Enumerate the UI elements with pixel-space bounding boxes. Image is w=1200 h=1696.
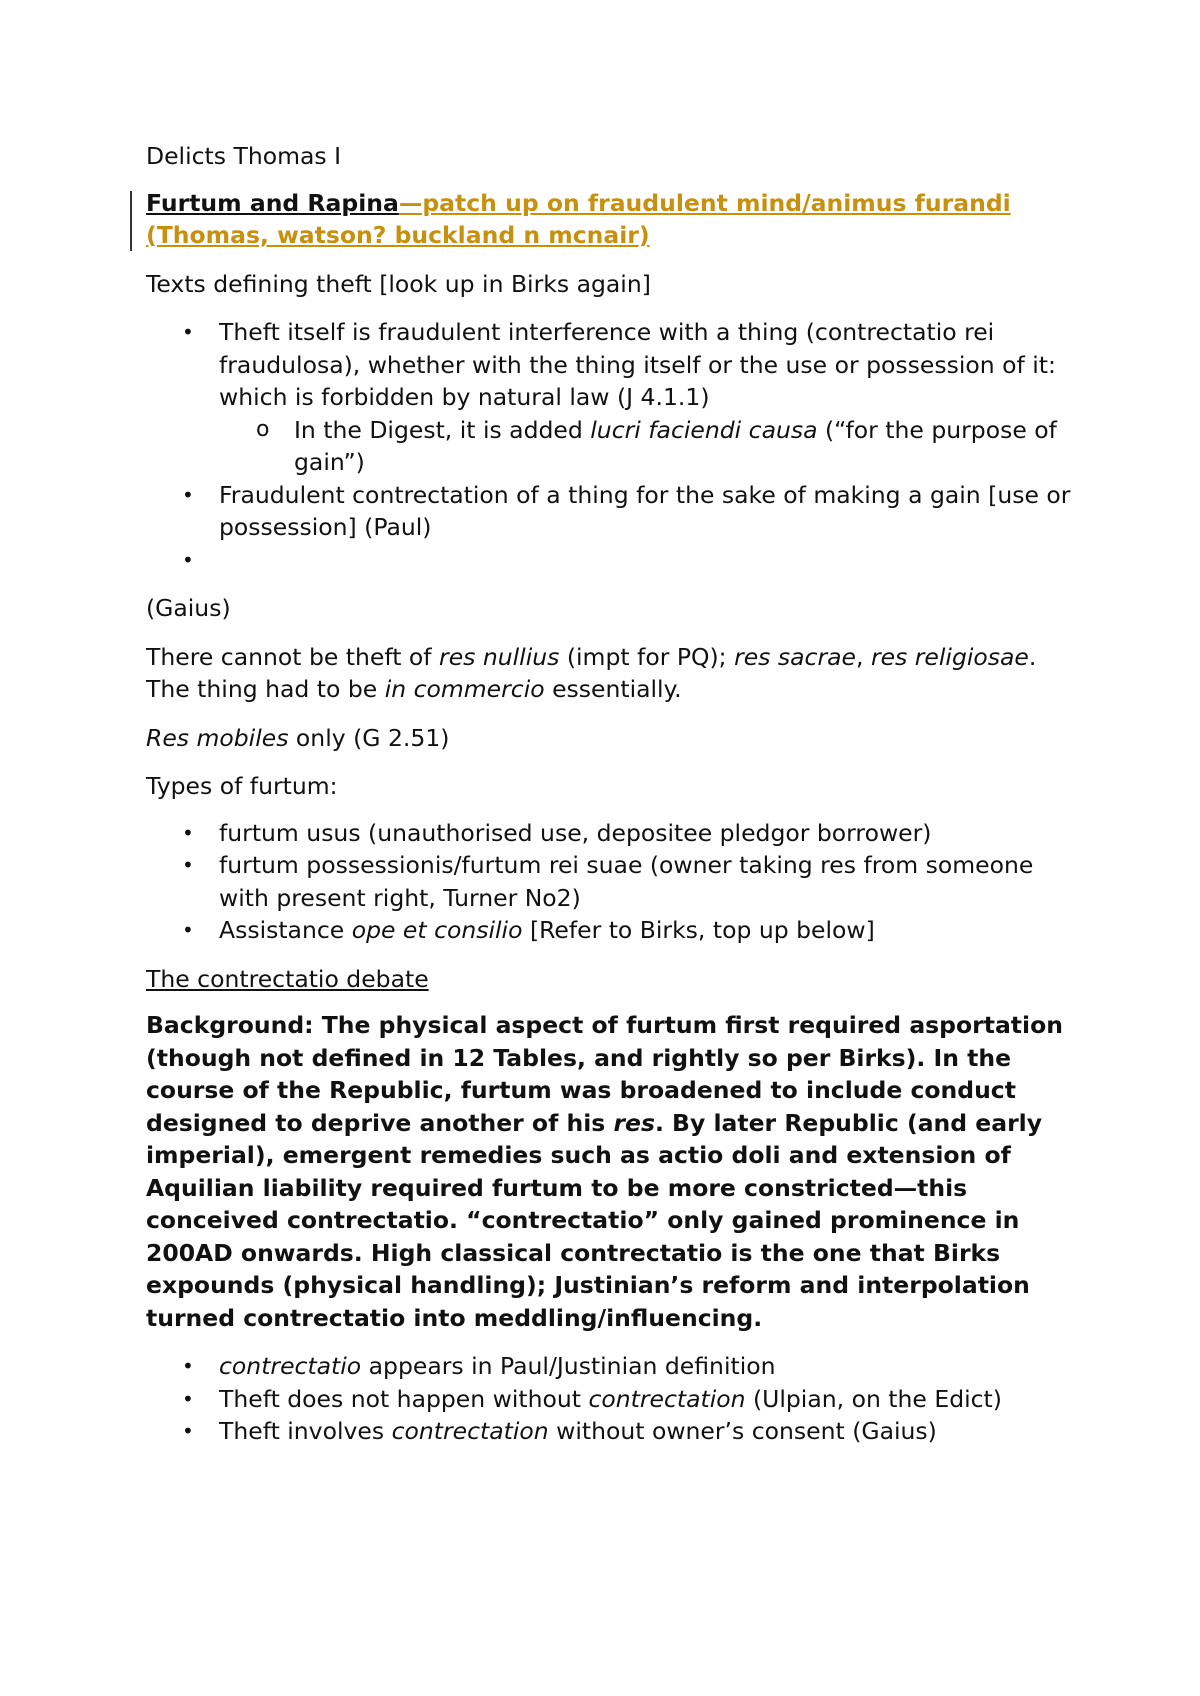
types-list — [146, 817, 1076, 947]
list-item: • Theft involves contrectation without owner’s consent (Gaius) — [146, 1415, 1076, 1448]
list-item: • furtum usus (unauthorised use, depositee pledgor borrower) — [146, 817, 1076, 850]
bullet-icon: • — [182, 820, 194, 845]
background-paragraph: Background: The physical aspect of furtum first required asportation (though not defined in 12 Tables, and rightly so per Birks). In the course of the Republic, furtum was broadened to include conduct designed to deprive another of his res. By later Republic (and early imperial), emergent remedies such as actio doli and extension of Aquilian liability required furtum to be more constricted—this conceived contrectatio. “contrectatio” only gained prominence in 200AD onwards. High classical contrectatio is the one that Birks expounds (physical handling); Justinian’s reform and interpolation turned contrectatio into meddling/influencing. — [146, 1011, 1063, 1332]
revision-bar — [130, 191, 132, 251]
sub-bullet-icon: o — [256, 416, 270, 442]
bullet-icon: • — [182, 1386, 194, 1411]
res-nullius-paragraph: There cannot be theft of res nullius (impt for PQ); res sacrae, res religiosae. The thing had to be in commercio essentially. — [146, 642, 1037, 703]
debate-heading: The contrectatio debate — [146, 964, 429, 993]
list-item-empty — [146, 544, 1076, 577]
bullet-icon: • — [182, 320, 194, 344]
list-item: • Assistance ope et consilio [Refer to Birks, top up below] — [146, 914, 1076, 947]
bullet-icon: • — [182, 853, 194, 877]
list-item: • furtum possessionis/furtum rei suae (owner taking res from someone with present right, Turner No2) — [182, 851, 1034, 912]
gaius-note: (Gaius) — [146, 594, 231, 622]
res-mobiles-paragraph: Res mobiles only (G 2.51) — [146, 723, 450, 752]
list-item: • Fraudulent contrectation of a thing for the sake of making a gain [use or possession] (Paul) — [182, 480, 1071, 541]
bullet-icon: • — [182, 1354, 194, 1378]
texts-intro: Texts defining theft [look up in Birks again] — [146, 269, 651, 298]
contrectatio-list — [146, 1350, 1076, 1448]
list-item: • Theft does not happen without contrectation (Ulpian, on the Edict) — [146, 1383, 1076, 1416]
heading-note: —patch up on fraudulent mind/animus furandi (Thomas, watson? buckland n mcnair) — [146, 188, 1011, 249]
sub-list-item: o In the Digest, it is added lucri faciendi causa (“for the purpose of gain”) — [256, 415, 1057, 476]
sub-list — [219, 414, 1076, 479]
heading-main: Furtum and Rapina — [146, 188, 399, 217]
bullet-icon: • — [182, 482, 194, 507]
bullet-icon: • — [182, 918, 194, 942]
definition-list — [146, 316, 1076, 576]
document-title: Delicts Thomas I — [146, 142, 342, 170]
list-item: • Theft itself is fraudulent interference with a thing (contrectatio rei fraudulosa), whether with the thing itself or the use or possession of it: which is forbidden by natural law (J 4.1.1) o In the Digest, it is added lucri faciendi causa (“for the purpose of gain”) — [146, 316, 1076, 479]
list-item: • contrectatio appears in Paul/Justinian definition — [146, 1350, 1076, 1383]
types-intro: Types of furtum: — [146, 772, 338, 800]
document-page — [146, 140, 1076, 1464]
bullet-icon: • — [182, 1419, 194, 1443]
section-heading — [146, 187, 1076, 252]
bullet-icon: • — [182, 547, 194, 572]
